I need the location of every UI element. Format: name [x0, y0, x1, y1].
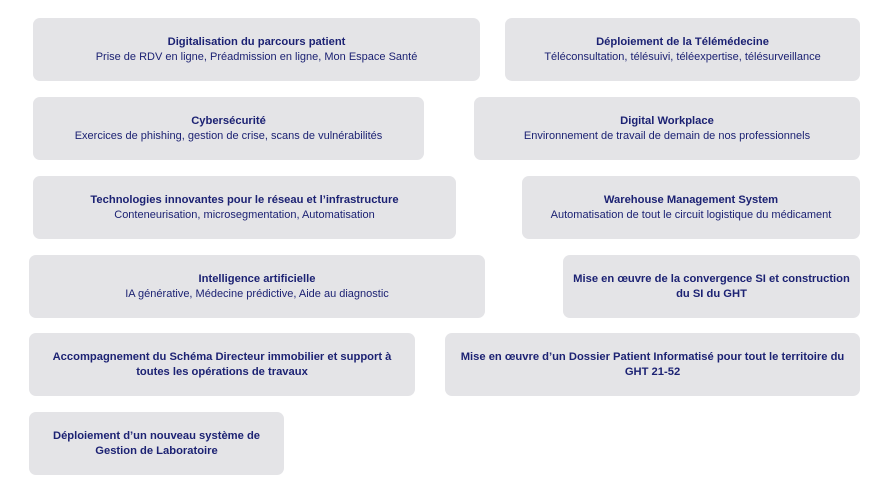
card-subtitle: Prise de RDV en ligne, Préadmission en ligne, Mon Espace Santé [95, 50, 418, 63]
card-subtitle: Exercices de phishing, gestion de crise, scans de vulnérabilités [74, 129, 383, 142]
card-subtitle: Environnement de travail de demain de nos professionnels [523, 129, 811, 142]
card-title: Intelligence artificielle [198, 272, 316, 285]
card-gestion-laboratoire [29, 412, 284, 475]
card-title: Cybersécurité [191, 114, 266, 127]
card-title: Déploiement d’un nouveau système de Gestion de Laboratoire [52, 429, 261, 457]
card-subtitle: Automatisation de tout le circuit logistique du médicament [550, 208, 832, 221]
card-digitalisation-parcours-patient [33, 18, 480, 81]
card-technologies-innovantes [33, 176, 456, 239]
card-title: Digitalisation du parcours patient [167, 35, 346, 48]
card-digital-workplace [474, 97, 860, 160]
card-title: Mise en œuvre de la convergence SI et construction du SI du GHT [573, 272, 850, 300]
card-title: Digital Workplace [620, 114, 714, 127]
card-cybersecurite [33, 97, 424, 160]
card-warehouse-management-system [522, 176, 860, 239]
card-title: Technologies innovantes pour le réseau et l’infrastructure [90, 193, 399, 206]
card-deploiement-telemedecine [505, 18, 860, 81]
card-intelligence-artificielle [29, 255, 485, 318]
card-title: Déploiement de la Télémédecine [596, 35, 769, 48]
card-title: Warehouse Management System [603, 193, 779, 206]
card-schema-directeur-immobilier [29, 333, 415, 396]
card-dossier-patient-informatise [445, 333, 860, 396]
card-title: Mise en œuvre d’un Dossier Patient Informatisé pour tout le territoire du GHT 21-52 [460, 350, 845, 378]
card-subtitle: Conteneurisation, microsegmentation, Automatisation [114, 208, 375, 221]
card-title: Accompagnement du Schéma Directeur immobilier et support à toutes les opérations de travaux [52, 350, 392, 378]
card-convergence-si-ght [563, 255, 860, 318]
card-subtitle: Téléconsultation, télésuivi, téléexpertise, télésurveillance [544, 50, 821, 63]
card-subtitle: IA générative, Médecine prédictive, Aide au diagnostic [125, 287, 389, 300]
